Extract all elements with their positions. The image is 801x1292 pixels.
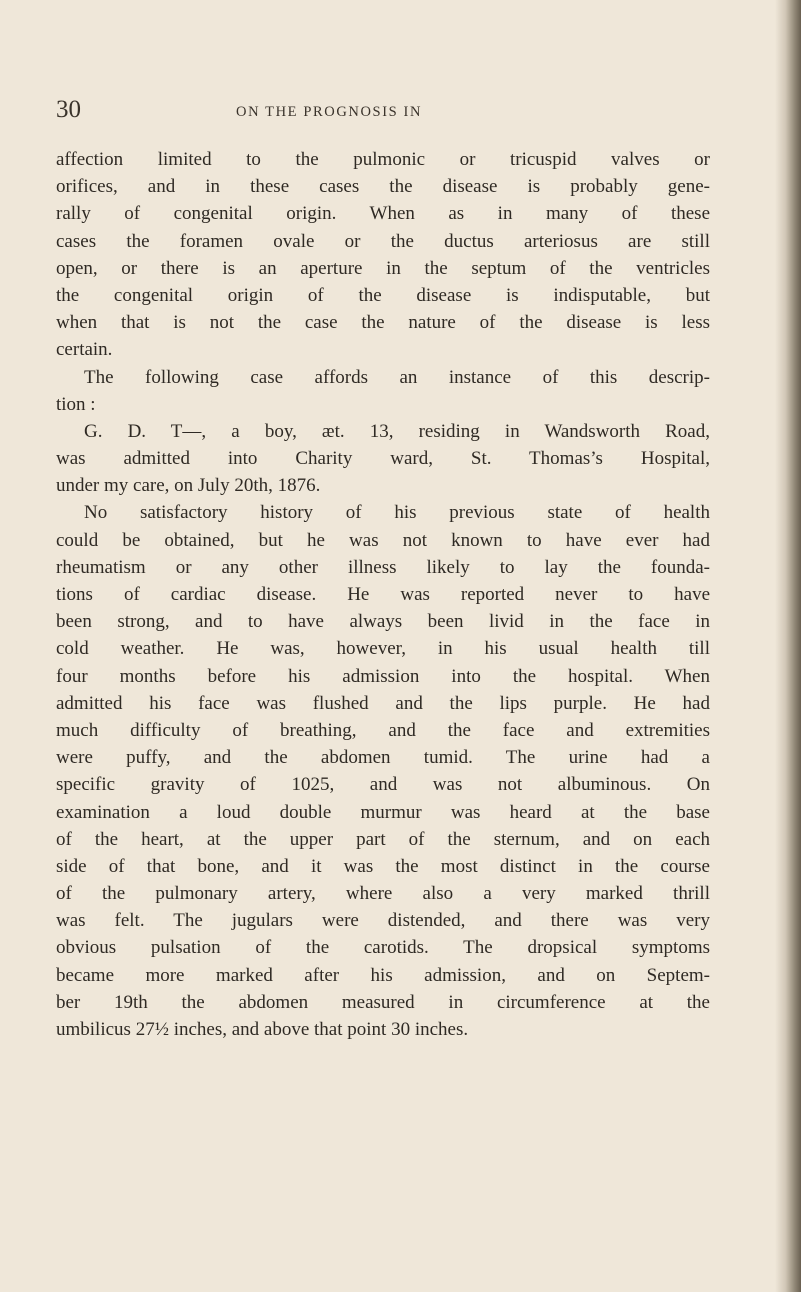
text-line: became more marked after his admission, and on Septem- [56, 964, 710, 986]
text-line: affection limited to the pulmonic or tricuspid valves or [56, 149, 710, 170]
text-line: was felt. The jugulars were distended, and there was very [56, 910, 710, 932]
page-number: 30 [56, 96, 81, 123]
text-line: examination a loud double murmur was heard at the base [56, 801, 710, 823]
text-line: when that is not the case the nature of the disease is less [56, 312, 710, 334]
text-line: was admitted into Charity ward, St. Thomas’s Hospital, [56, 448, 710, 470]
text-line: rheumatism or any other illness likely to lay the founda- [56, 556, 710, 578]
text-line: could be obtained, but he was not known to have ever had [56, 529, 710, 551]
text-line: tion : [56, 393, 96, 415]
text-line: rally of congenital origin. When as in many of these [56, 203, 710, 225]
text-line: were puffy, and the abdomen tumid. The urine had a [56, 747, 710, 769]
text-line: side of that bone, and it was the most distinct in the course [56, 855, 710, 877]
text-line: the congenital origin of the disease is indisputable, but [56, 284, 710, 306]
page-header [56, 96, 696, 136]
text-line: been strong, and to have always been livid in the face in [56, 611, 710, 633]
page-edge-shadow [775, 0, 801, 1292]
text-line: No satisfactory history of his previous state of health [84, 502, 710, 524]
text-line: of the heart, at the upper part of the sternum, and on each [56, 828, 710, 850]
text-line: specific gravity of 1025, and was not albuminous. On [56, 774, 710, 796]
text-line: certain. [56, 339, 113, 361]
text-line: four months before his admission into the hospital. When [56, 665, 710, 687]
text-line: ber 19th the abdomen measured in circumference at the [56, 991, 710, 1013]
text-line: orifices, and in these cases the disease is probably gene- [56, 176, 710, 198]
text-line: admitted his face was flushed and the lips purple. He had [56, 692, 710, 714]
text-line: umbilicus 27½ inches, and above that point 30 inches. [56, 1019, 469, 1040]
body-text [56, 146, 710, 1043]
text-line: tions of cardiac disease. He was reported never to have [56, 584, 710, 605]
text-line: of the pulmonary artery, where also a very marked thrill [56, 883, 710, 905]
text-line: G. D. T—, a boy, æt. 13, residing in Wandsworth Road, [84, 420, 710, 442]
text-line: cold weather. He was, however, in his usual health till [56, 638, 710, 660]
text-line: The following case affords an instance of this descrip- [84, 366, 710, 388]
text-line: obvious pulsation of the carotids. The dropsical symptoms [56, 937, 710, 959]
text-line: under my care, on July 20th, 1876. [56, 475, 321, 497]
text-line: cases the foramen ovale or the ductus arteriosus are still [56, 230, 710, 252]
running-head: ON THE PROGNOSIS IN [236, 104, 423, 120]
text-line: much difficulty of breathing, and the face and extremities [56, 719, 710, 741]
text-line: open, or there is an aperture in the septum of the ventricles [56, 257, 710, 279]
